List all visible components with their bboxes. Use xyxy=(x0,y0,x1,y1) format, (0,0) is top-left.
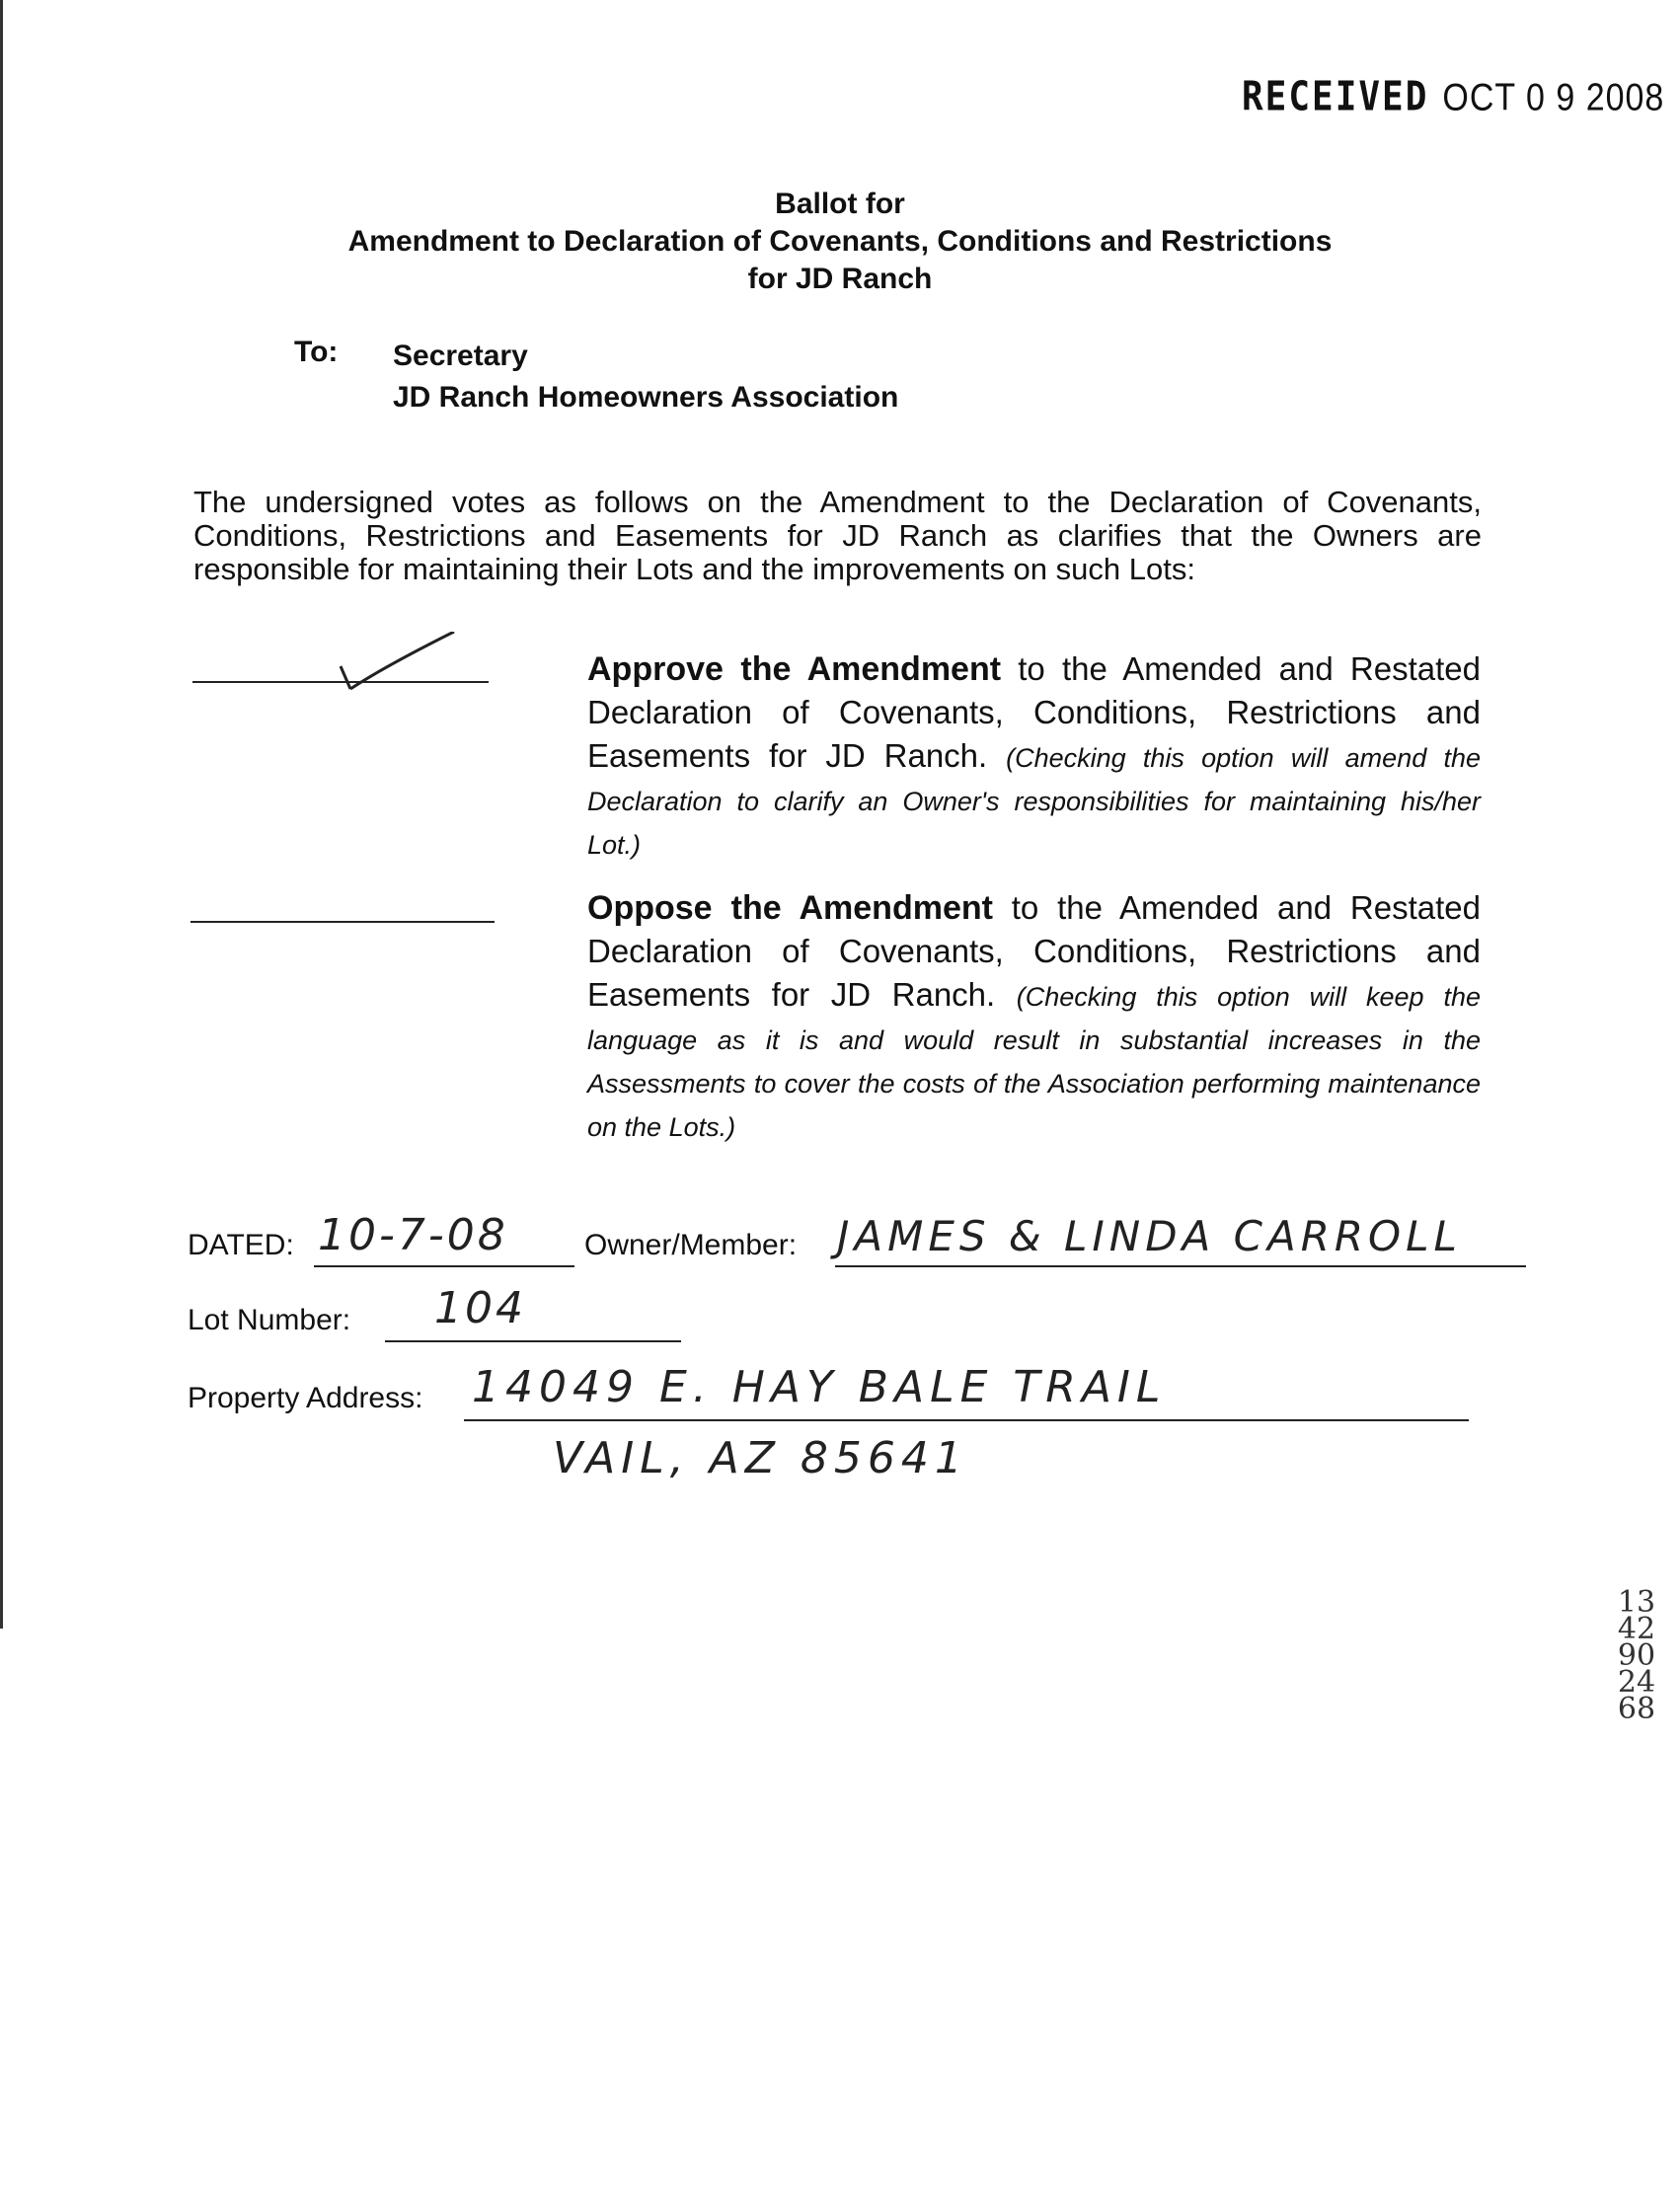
to-label: To: xyxy=(294,336,339,368)
dated-value: 10-7-08 xyxy=(318,1210,508,1260)
lot-value: 104 xyxy=(434,1283,526,1333)
oppose-option xyxy=(587,886,1481,1147)
received-date: OCT 0 9 2008 xyxy=(1442,76,1665,119)
oppose-checkbox-line[interactable] xyxy=(191,921,495,923)
addressee-line-2: JD Ranch Homeowners Association xyxy=(393,381,899,414)
address-label: Property Address: xyxy=(188,1382,423,1414)
oppose-text: to the Amended and Restated Declaration of Covenants, Conditions, Restrictions and Easements for JD Ranch. xyxy=(587,889,1481,1013)
addressee-line-1: Secretary xyxy=(393,340,528,372)
address-line-2: VAIL, AZ 85641 xyxy=(553,1433,968,1483)
dated-label: DATED: xyxy=(188,1229,294,1261)
intro-paragraph: The undersigned votes as follows on the Amendment to the Declaration of Covenants, Conditions, Restrictions and Easements for JD Ranch as clarifies that the Owners are responsible for maintaining their Lots and the improvements on such Lots: xyxy=(193,485,1482,586)
lot-line xyxy=(385,1340,681,1342)
title-line-1: Ballot for xyxy=(775,188,905,220)
margin-document-number: 1342902468 xyxy=(1617,1585,1656,1726)
title-line-3: for JD Ranch xyxy=(747,263,933,295)
owner-line xyxy=(835,1265,1526,1267)
title-line-2: Amendment to Declaration of Covenants, Conditions and Restrictions xyxy=(347,225,1333,258)
checkmark-icon xyxy=(326,632,484,691)
approve-text: to the Amended and Restated Declaration of Covenants, Conditions, Restrictions and Easements for JD Ranch. xyxy=(587,650,1481,774)
ballot-title xyxy=(0,186,1680,298)
oppose-lead: Oppose the Amendment xyxy=(587,889,993,927)
dated-line xyxy=(314,1265,574,1267)
addressee xyxy=(393,336,898,418)
approve-note: (Checking this option will amend the Declaration to clarify an Owner's responsibilities for maintaining his/her Lot.) xyxy=(587,743,1481,860)
address-line xyxy=(464,1419,1469,1421)
owner-label: Owner/Member: xyxy=(584,1229,798,1261)
approve-lead: Approve the Amendment xyxy=(587,650,1002,688)
approve-option xyxy=(587,647,1481,865)
owner-value: JAMES & LINDA CARROLL xyxy=(837,1212,1462,1260)
address-line-1: 14049 E. HAY BALE TRAIL xyxy=(472,1362,1167,1412)
received-stamp xyxy=(1242,74,1664,120)
received-label: RECEIVED xyxy=(1242,73,1429,121)
oppose-note: (Checking this option will keep the language as it is and would result in substantial increases in the Assessments to cover the costs of the Association performing maintenance on the Lots.) xyxy=(587,982,1482,1142)
lot-label: Lot Number: xyxy=(188,1304,351,1336)
